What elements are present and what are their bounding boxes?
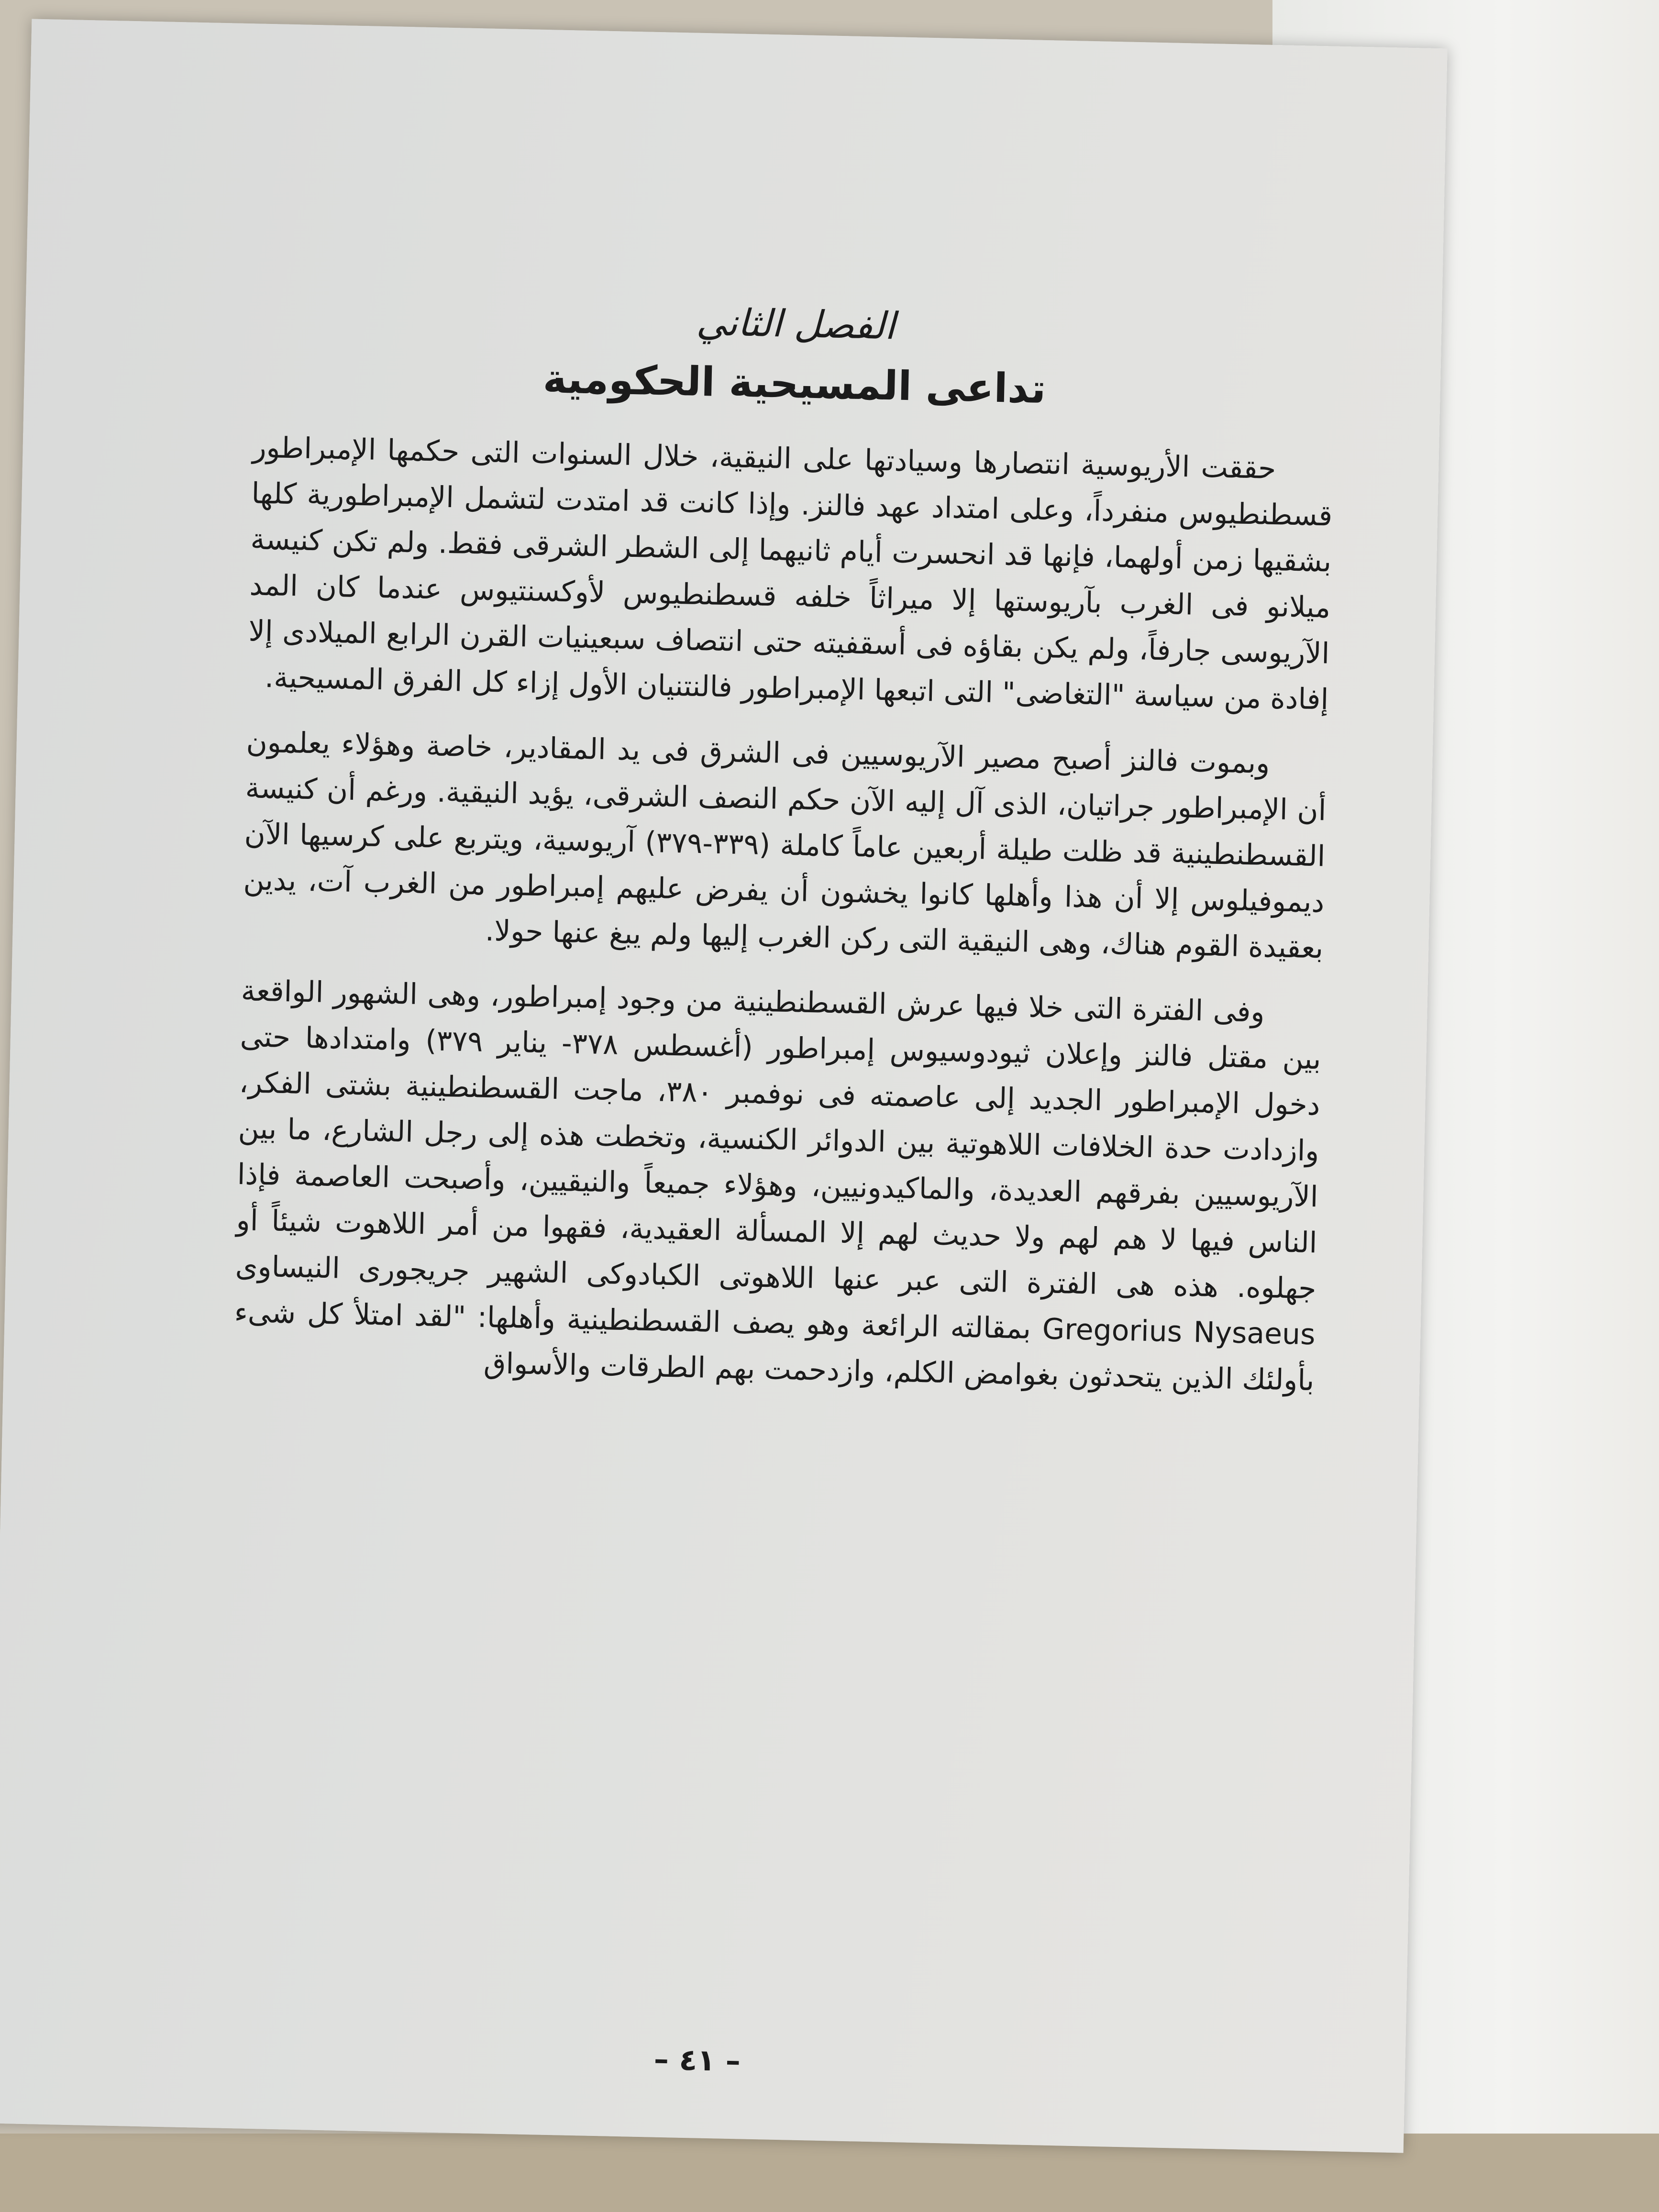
page-number: – ٤١ – [653, 2041, 741, 2079]
paragraph-1: حققت الأريوسية انتصارها وسيادتها على النيقية، خلال السنوات التى حكمها الإمبراطور قسطنطيوس منفرداً، وعلى امتداد عهد فالنز. وإذا كانت قد امتدت لتشمل الإمبراطورية كلها بشقيها زمن أولهما، فإنها قد انحسرت أيام ثانيهما إلى الشطر الشرقى فقط. ولم تكن كنيسة ميلانو فى الغرب بآريوستها إلا ميراثاً خلفه قسطنطيوس لأوكسنتيوس عندما كان المد الآريوسى جارفاً، ولم يكن بقاؤه فى أسقفيته حتى انتصاف سبعينيات القرن الرابع الميلادى إلا إفادة من سياسة "التغاضى" التى اتبعها الإمبراطور فالنتنيان الأول إزاء كل الفرق المسيحية. [248, 431, 1333, 717]
book-page [0, 19, 1448, 2153]
paragraph-3: وفى الفترة التى خلا فيها عرش القسطنطينية من وجود إمبراطور، وهى الشهور الواقعة بين مقتل فالنز وإعلان ثيودوسيوس إمبراطور (أغسطس ٣٧٨- يناير ٣٧٩) وامتدادها حتى دخول الإمبراطور الجديد إلى عاصمته فى نوفمبر ٣٨٠، ماجت القسطنطينية بشتى الفكر، وازدادت حدة الخلافات اللاهوتية بين الدوائر الكنسية، وتخطت هذه إلى رجل الشارع، ما بين الآريوسيين بفرقهم العديدة، والماكيدونيين، وهؤلاء جميعاً والنيقيين، وأصبحت العاصمة فإذا الناس فيها لا هم لهم ولا حديث لهم إلا المسألة العقيدية، فقهوا من أمر اللاهوت شيئاً أو جهلوه. هذه هى الفترة التى عبر عنها اللاهوتى الكبادوكى الشهير جريجورى النيساوى Gregorius Nysaeus بمقالته الرائعة وهو يصف القسطنطينية وأهلها: "لقد امتلأ كل شىء بأولئك الذين يتحدثون بغوامض الكلم، وازدحمت بهم الطرقات والأسواق [234, 974, 1322, 1398]
paragraph-2: وبموت فالنز أصبح مصير الآريوسيين فى الشرق فى يد المقادير، خاصة وهؤلاء يعلمون أن الإمبراطور جراتيان، الذى آل إليه الآن حكم النصف الشرقى، يؤيد النيقية. ورغم أن كنيسة القسطنطينية قد ظلت طيلة أربعين عاماً كاملة (٣٣٩-٣٧٩) آريوسية، ويتربع على كرسيها الآن ديموفيلوس إلا أن هذا وأهلها كانوا يخشون أن يفرض عليهم إمبراطور من الغرب آت، يدين بعقيدة القوم هناك، وهى النيقية التى ركن الغرب إليها ولم يبغ عنها حولا. [243, 725, 1327, 965]
chapter-title: تداعى المسيحية الحكومية [542, 355, 1047, 413]
chapter-label: الفصل الثاني [696, 300, 896, 348]
page-text-block [232, 291, 1337, 1423]
background-surface [0, 2134, 1659, 2212]
